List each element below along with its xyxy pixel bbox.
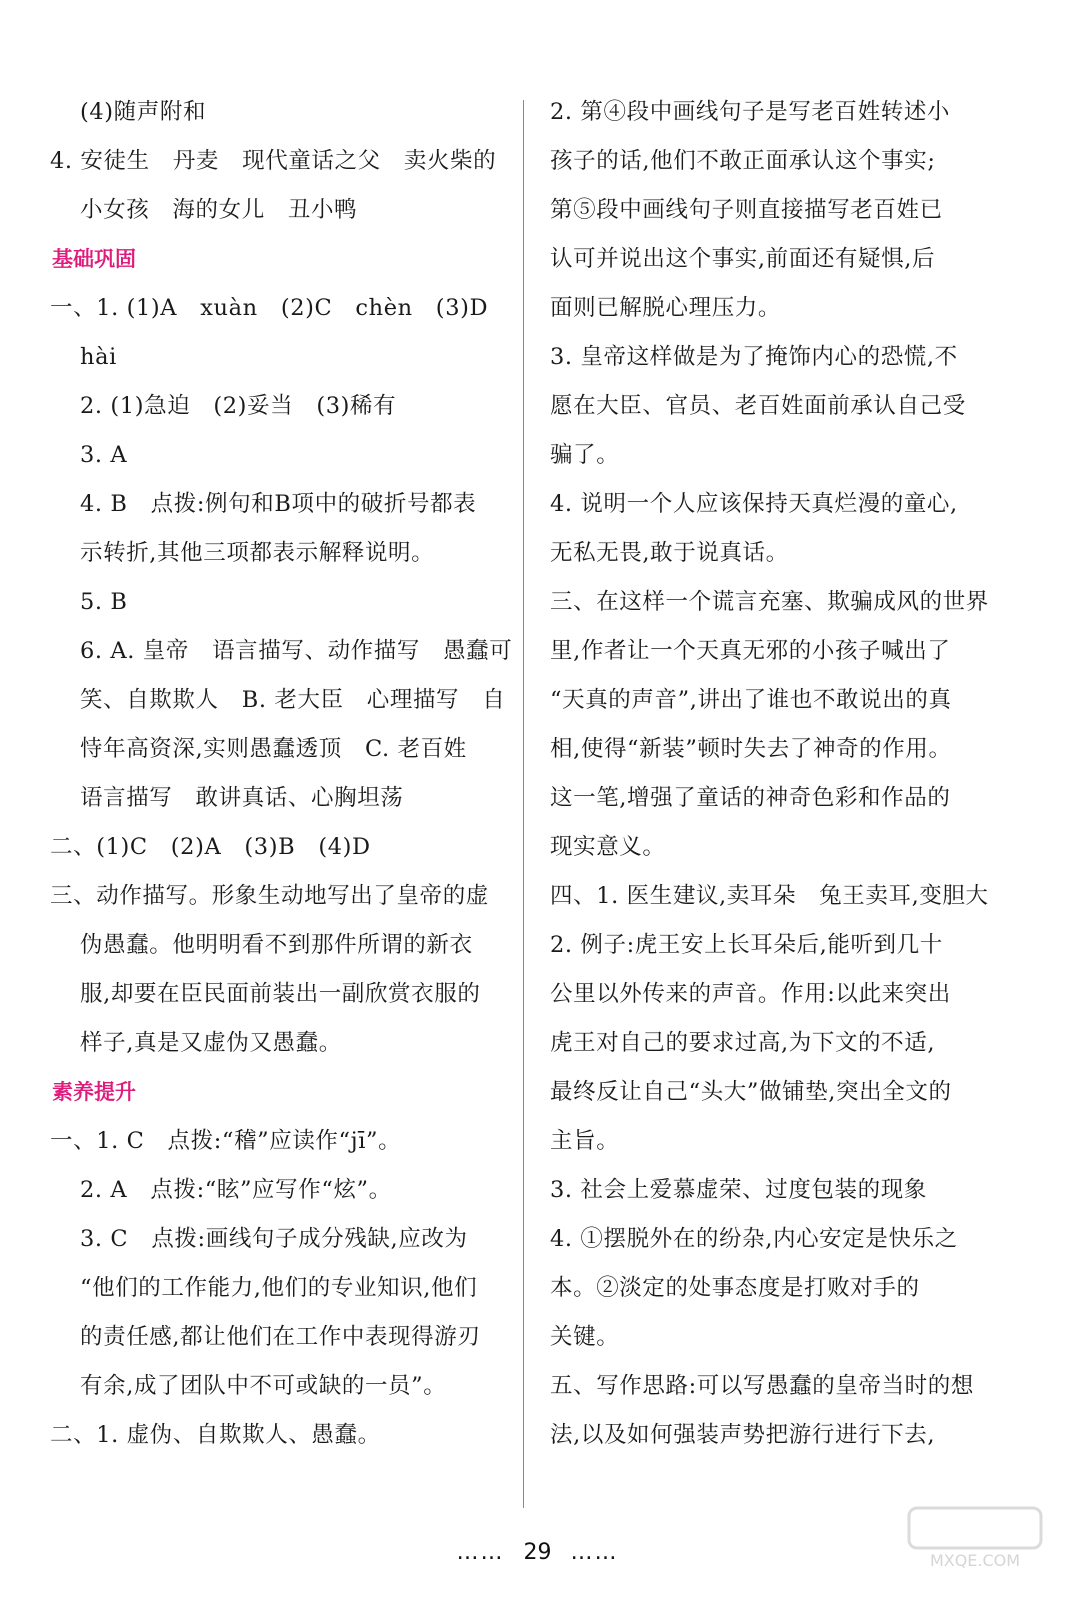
answer-text: 虎王对自己的要求过高,为下文的不适, bbox=[550, 1030, 936, 1056]
answer-text: 二、1. 虚伪、自欺欺人、愚蠢。 bbox=[50, 1422, 381, 1448]
answer-text: 2. (1)急迫 (2)妥当 (3)稀有 bbox=[80, 393, 397, 419]
answer-text: 2. A 点拨:“眩”应写作“炫”。 bbox=[80, 1177, 392, 1203]
answer-text: 最终反让自己“头大”做铺垫,突出全文的 bbox=[550, 1079, 952, 1105]
answer-text: 骗了。 bbox=[550, 442, 620, 468]
answer-line bbox=[50, 872, 498, 921]
answer-text: 笑、自欺欺人 B. 老大臣 心理描写 自 bbox=[80, 687, 506, 713]
answer-text: 3. A bbox=[80, 442, 128, 468]
answer-line bbox=[50, 1215, 498, 1264]
answer-text: 小女孩 海的女儿 丑小鸭 bbox=[80, 197, 358, 223]
answer-text: “他们的工作能力,他们的专业知识,他们 bbox=[80, 1275, 478, 1301]
answer-line bbox=[50, 284, 498, 333]
answer-line bbox=[550, 774, 1018, 823]
svg-text:MXQE.COM: MXQE.COM bbox=[929, 1551, 1021, 1570]
answer-line bbox=[50, 480, 498, 529]
answer-text: 法,以及如何强装声势把游行进行下去, bbox=[550, 1422, 936, 1448]
answer-line bbox=[50, 88, 498, 137]
answer-line bbox=[50, 431, 498, 480]
answer-line bbox=[550, 578, 1018, 627]
answer-line bbox=[50, 1411, 498, 1460]
answer-text: 主旨。 bbox=[550, 1128, 620, 1154]
answer-line bbox=[550, 823, 1018, 872]
answer-text: 第⑤段中画线句子则直接描写老百姓已 bbox=[550, 197, 943, 223]
answer-text: 2. 例子:虎王安上长耳朵后,能听到几十 bbox=[550, 932, 943, 958]
answer-line bbox=[550, 970, 1018, 1019]
answer-line bbox=[550, 1068, 1018, 1117]
answer-line bbox=[550, 921, 1018, 970]
answer-line bbox=[550, 1166, 1018, 1215]
answer-line bbox=[50, 137, 498, 186]
section-heading: 素养提升 bbox=[52, 1080, 136, 1104]
answer-text: 三、在这样一个谎言充塞、欺骗成风的世界 bbox=[550, 589, 989, 615]
answer-line bbox=[550, 676, 1018, 725]
answer-text: hài bbox=[80, 344, 117, 370]
answer-line bbox=[550, 1362, 1018, 1411]
answer-line bbox=[50, 578, 498, 627]
answer-text: 愿在大臣、官员、老百姓面前承认自己受 bbox=[550, 393, 966, 419]
answer-text: 样子,真是又虚伪又愚蠢。 bbox=[80, 1030, 342, 1056]
footer-dots-right: …… bbox=[570, 1540, 619, 1565]
answer-text: 一、1. (1)A xuàn (2)C chèn (3)D bbox=[50, 295, 489, 321]
answer-text: 认可并说出这个事实,前面还有疑惧,后 bbox=[550, 246, 936, 272]
answer-text: 示转折,其他三项都表示解释说明。 bbox=[80, 540, 435, 566]
answer-line bbox=[550, 529, 1018, 578]
answer-line bbox=[50, 333, 498, 382]
answer-text: 4. 说明一个人应该保持天真烂漫的童心, bbox=[550, 491, 958, 517]
answer-text: 3. 社会上爱慕虚荣、过度包装的现象 bbox=[550, 1177, 927, 1203]
answer-text: (4)随声附和 bbox=[80, 99, 207, 125]
answer-line bbox=[550, 1411, 1018, 1460]
answer-line bbox=[550, 137, 1018, 186]
answer-text: 6. A. 皇帝 语言描写、动作描写 愚蠢可 bbox=[80, 638, 513, 664]
answer-text: 面则已解脱心理压力。 bbox=[550, 295, 782, 321]
section-heading: 基础巩固 bbox=[52, 247, 136, 271]
answer-text: 这一笔,增强了童话的神奇色彩和作品的 bbox=[550, 785, 951, 811]
answer-line bbox=[550, 382, 1018, 431]
answer-line bbox=[50, 676, 506, 725]
answer-line bbox=[550, 88, 1018, 137]
answer-text: 语言描写 敢讲真话、心胸坦荡 bbox=[80, 785, 404, 811]
left-column bbox=[50, 88, 513, 1460]
answer-line bbox=[50, 1166, 498, 1215]
answer-text: 服,却要在臣民面前装出一副欣赏衣服的 bbox=[80, 981, 481, 1007]
right-column bbox=[550, 88, 1018, 1460]
answer-line bbox=[550, 1313, 1018, 1362]
answer-line bbox=[550, 431, 1018, 480]
answer-line bbox=[550, 1117, 1018, 1166]
page-number: 29 bbox=[523, 1540, 552, 1565]
answer-line bbox=[550, 186, 1018, 235]
answer-line bbox=[50, 970, 498, 1019]
answer-line bbox=[50, 774, 498, 823]
answer-text: “天真的声音”,讲出了谁也不敢说出的真 bbox=[550, 687, 952, 713]
answer-line bbox=[550, 235, 1018, 284]
answer-text: 五、写作思路:可以写愚蠢的皇帝当时的想 bbox=[550, 1373, 974, 1399]
answer-line bbox=[50, 186, 498, 235]
answer-text: 一、1. C 点拨:“稽”应读作“jī”。 bbox=[50, 1128, 402, 1154]
answer-text: 3. 皇帝这样做是为了掩饰内心的恐慌,不 bbox=[550, 344, 958, 370]
answer-text: 4. B 点拨:例句和B项中的破折号都表 bbox=[80, 491, 477, 517]
answer-line bbox=[550, 1019, 1018, 1068]
answer-text: 现实意义。 bbox=[550, 834, 666, 860]
answer-text: 三、动作描写。形象生动地写出了皇帝的虚 bbox=[50, 883, 489, 909]
answer-line bbox=[550, 284, 1018, 333]
answer-text: 5. B bbox=[80, 589, 128, 615]
answer-line bbox=[50, 1264, 498, 1313]
answer-line bbox=[550, 627, 1018, 676]
answer-line bbox=[550, 725, 1018, 774]
answer-line bbox=[550, 480, 1018, 529]
answer-text: 公里以外传来的声音。作用:以此来突出 bbox=[550, 981, 951, 1007]
answer-line bbox=[550, 1215, 1018, 1264]
answer-line bbox=[550, 1264, 1018, 1313]
answer-text: 2. 第④段中画线句子是写老百姓转述小 bbox=[550, 99, 951, 125]
answer-text: 有余,成了团队中不可或缺的一员”。 bbox=[80, 1373, 447, 1399]
answer-text: 无私无畏,敢于说真话。 bbox=[550, 540, 789, 566]
footer-dots-left: …… bbox=[456, 1540, 505, 1565]
answer-line bbox=[50, 627, 513, 676]
answer-line bbox=[550, 333, 1018, 382]
answer-text: 孩子的话,他们不敢正面承认这个事实; bbox=[550, 148, 936, 174]
watermark-logo bbox=[905, 1504, 1045, 1574]
answer-text: 的责任感,都让他们在工作中表现得游刃 bbox=[80, 1324, 481, 1350]
answer-line bbox=[50, 1313, 498, 1362]
column-divider bbox=[523, 100, 524, 1508]
answer-text: 里,作者让一个天真无邪的小孩子喊出了 bbox=[550, 638, 951, 664]
answer-text: 4. ①摆脱外在的纷杂,内心安定是快乐之 bbox=[550, 1226, 958, 1252]
answer-text: 关键。 bbox=[550, 1324, 620, 1350]
answer-text: 伪愚蠢。他明明看不到那件所谓的新衣 bbox=[80, 932, 473, 958]
answer-text: 3. C 点拨:画线句子成分残缺,应改为 bbox=[80, 1226, 468, 1252]
answer-line bbox=[50, 529, 498, 578]
answer-text: 4. 安徒生 丹麦 现代童话之父 卖火柴的 bbox=[50, 148, 497, 174]
answer-text: 相,使得“新装”顿时失去了神奇的作用。 bbox=[550, 736, 952, 762]
answer-line bbox=[550, 872, 1018, 921]
answer-text: 本。②淡定的处事态度是打败对手的 bbox=[550, 1275, 920, 1301]
answer-text: 恃年高资深,实则愚蠢透顶 C. 老百姓 bbox=[80, 736, 467, 762]
answer-line bbox=[50, 1019, 498, 1068]
answer-line bbox=[50, 1117, 498, 1166]
answer-line bbox=[50, 382, 498, 431]
answer-line bbox=[50, 823, 498, 872]
answer-line bbox=[50, 1362, 498, 1411]
answer-line bbox=[50, 725, 498, 774]
answer-text: 四、1. 医生建议,卖耳朵 兔王卖耳,变胆大 bbox=[550, 883, 989, 909]
answer-text: 二、(1)C (2)A (3)B (4)D bbox=[50, 834, 371, 860]
answer-line bbox=[50, 921, 498, 970]
